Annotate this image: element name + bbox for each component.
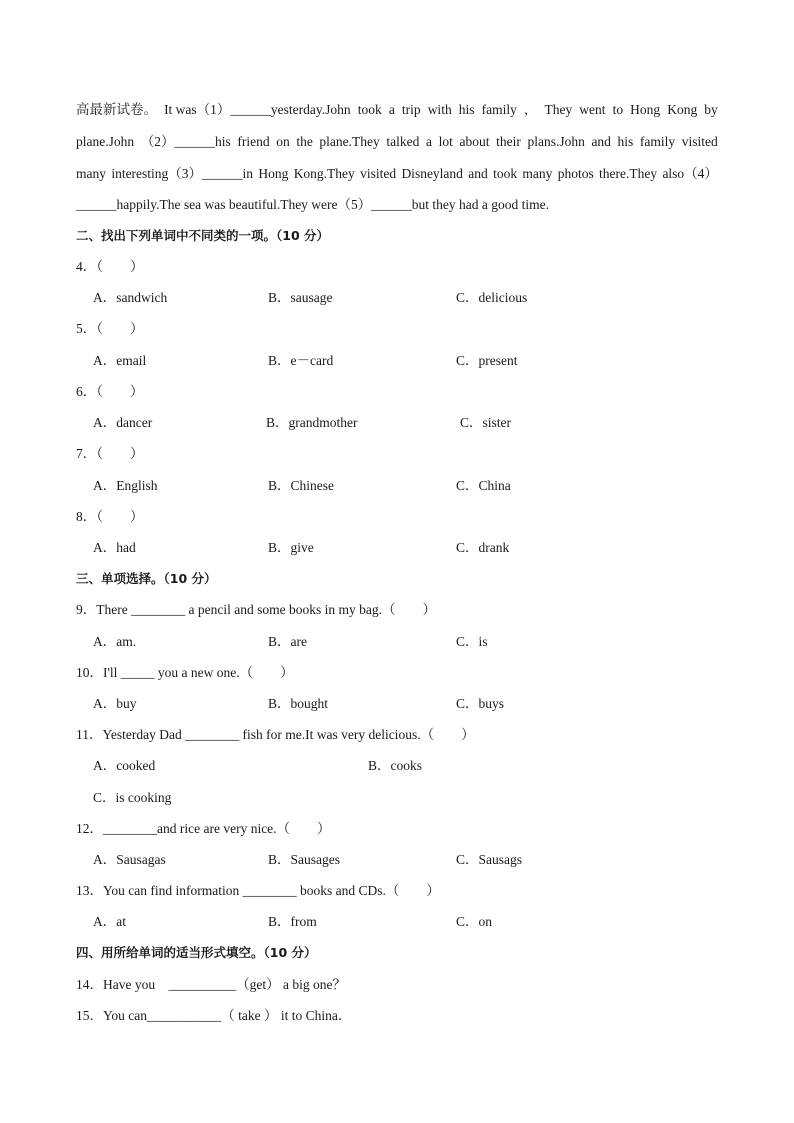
passage-word: Disneyland — [401, 166, 463, 181]
q13-option-a[interactable]: A．at — [93, 914, 126, 929]
q6-option-c[interactable]: C．sister — [460, 415, 512, 430]
passage-word: visited — [360, 166, 397, 181]
passage-word: interesting（3）______in — [111, 166, 254, 181]
passage-word: family — [639, 134, 676, 149]
q12-option-c[interactable]: C．Sausags — [456, 852, 523, 867]
passage-word: their — [496, 134, 521, 149]
question-14: 14．Have you __________（get） a big one？ — [76, 977, 346, 992]
q7-option-c[interactable]: C．China — [456, 478, 511, 493]
q7-option-a[interactable]: A．English — [93, 478, 158, 493]
question-4: 4．（ ） — [76, 259, 144, 274]
passage-word: his — [458, 102, 475, 117]
passage-word: It was（1）______yesterday.John — [164, 102, 351, 117]
question-12: 12．________and rice are very nice.（ ） — [76, 821, 331, 836]
passage-word: and — [591, 134, 611, 149]
q11-option-b[interactable]: B．cooks — [368, 758, 422, 773]
passage-word: family — [481, 102, 517, 117]
passage-word: the — [296, 134, 313, 149]
q10-option-a[interactable]: A．buy — [93, 696, 137, 711]
question-15: 15．You can___________（ take ） it to China． — [76, 1008, 352, 1023]
q5-option-c[interactable]: C．present — [456, 353, 518, 368]
passage-word: there.They — [599, 166, 658, 181]
q9-option-a[interactable]: A．am. — [93, 634, 137, 649]
passage-word: many — [522, 166, 553, 181]
q13-option-c[interactable]: C．on — [456, 914, 493, 929]
passage-word: trip — [401, 102, 421, 117]
passage-word: by — [704, 102, 718, 117]
q6-option-b[interactable]: B．grandmother — [266, 415, 358, 430]
q4-option-c[interactable]: C．delicious — [456, 290, 528, 305]
passage-word: （2）______his — [140, 134, 231, 149]
question-5: 5．（ ） — [76, 321, 144, 336]
q12-option-b[interactable]: B．Sausages — [268, 852, 340, 867]
question-7: 7．（ ） — [76, 446, 144, 461]
passage-word: on — [276, 134, 290, 149]
passage-word: Kong.They — [293, 166, 355, 181]
passage-line-1 — [76, 101, 718, 119]
section-4-heading: 四、用所给单词的适当形式填空。（10 分） — [76, 945, 317, 960]
passage-word: talked — [386, 134, 420, 149]
q11-option-c[interactable]: C．is cooking — [93, 790, 172, 805]
passage-line-2 — [76, 133, 718, 151]
question-6: 6．（ ） — [76, 384, 144, 399]
passage-word: ， — [523, 102, 538, 117]
passage-word: about — [459, 134, 490, 149]
passage-word: Kong — [667, 102, 698, 117]
passage-word: Hong — [630, 102, 661, 117]
q11-option-a[interactable]: A．cooked — [93, 758, 156, 773]
q10-option-b[interactable]: B．bought — [268, 696, 329, 711]
q13-option-b[interactable]: B．from — [268, 914, 317, 929]
question-9: 9．There ________ a pencil and some books in my bag.（ ） — [76, 602, 436, 617]
q5-option-a[interactable]: A．email — [93, 353, 147, 368]
q4-option-b[interactable]: B．sausage — [268, 290, 333, 305]
question-10: 10．I'll _____ you a new one.（ ） — [76, 665, 294, 680]
question-13: 13．You can find information ________ books and CDs.（ ） — [76, 883, 440, 898]
passage-word: and — [468, 166, 488, 181]
passage-line-4: ______happily.The sea was beautiful.They were（5）______but they had a good time. — [76, 197, 550, 212]
passage-word: plans.John — [527, 134, 585, 149]
question-11: 11．Yesterday Dad ________ fish for me.It was very delicious.（ ） — [76, 727, 475, 742]
passage-word: with — [427, 102, 452, 117]
passage-word: a — [388, 102, 395, 117]
passage-line-3 — [76, 165, 718, 183]
q9-option-c[interactable]: C．is — [456, 634, 488, 649]
passage-word: 高最新试卷。 — [76, 102, 157, 117]
q8-option-c[interactable]: C．drank — [456, 540, 510, 555]
passage-word: friend — [237, 134, 270, 149]
q8-option-a[interactable]: A．had — [93, 540, 136, 555]
question-8: 8．（ ） — [76, 509, 144, 524]
section-2-heading: 二、找出下列单词中不同类的一项。（10 分） — [76, 228, 329, 243]
q10-option-c[interactable]: C．buys — [456, 696, 505, 711]
q12-option-a[interactable]: A．Sausagas — [93, 852, 166, 867]
passage-word: his — [617, 134, 634, 149]
q6-option-a[interactable]: A．dancer — [93, 415, 153, 430]
passage-word: to — [612, 102, 624, 117]
q8-option-b[interactable]: B．give — [268, 540, 314, 555]
q7-option-b[interactable]: B．Chinese — [268, 478, 334, 493]
passage-word: lot — [438, 134, 453, 149]
passage-word: They — [544, 102, 573, 117]
passage-word: went — [579, 102, 606, 117]
passage-word: plane.John — [76, 134, 135, 149]
passage-word: also（4） — [662, 166, 718, 181]
passage-word: visited — [681, 134, 718, 149]
passage-word: took — [493, 166, 518, 181]
q4-option-a[interactable]: A．sandwich — [93, 290, 168, 305]
passage-word: a — [426, 134, 432, 149]
passage-word: many — [76, 166, 106, 181]
passage-word: photos — [557, 166, 594, 181]
section-3-heading: 三、单项选择。（10 分） — [76, 571, 217, 586]
passage-word: plane.They — [319, 134, 380, 149]
passage-word: Hong — [258, 166, 289, 181]
q9-option-b[interactable]: B．are — [268, 634, 307, 649]
q5-option-b[interactable]: B．e－card — [268, 353, 334, 368]
passage-word: took — [357, 102, 382, 117]
